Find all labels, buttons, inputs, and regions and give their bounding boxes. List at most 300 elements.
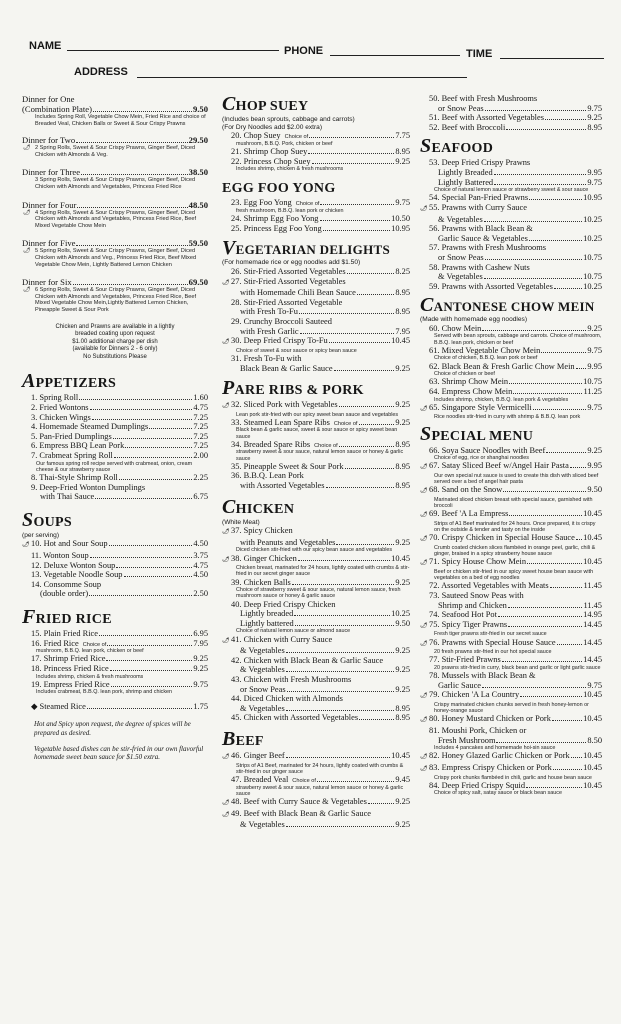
- item-description: mushroom, B.B.Q. Pork, chicken or beef: [236, 140, 333, 147]
- appetizers-section: [22, 370, 208, 502]
- item-price: 9.95: [587, 361, 602, 371]
- item-name: 63. Shrimp Chow Mein: [429, 377, 509, 387]
- menu-item[interactable]: [420, 610, 602, 620]
- menu-item[interactable]: [420, 581, 602, 591]
- dinner-note-line: $1.00 additional charge per dish: [72, 338, 158, 345]
- menu-item[interactable]: [222, 336, 410, 348]
- menu-item[interactable]: [22, 451, 208, 461]
- item-price: 9.25: [395, 156, 410, 166]
- dinner-description: 🌶 6 Spring Rolls, Sweet & Sour Crispy Prawns, Ginger Beef, Diced Chicken with Almonds and Vegetables, Princess Fried Rice, Beef Mixed Vegetable Chow Mein,Lightly Battered Lemon Chicken, Pineapple Sweet & Sour Pork: [23, 287, 197, 313]
- dinner-item[interactable]: [22, 167, 208, 190]
- chop-suey-subtitle: (For Dry Noodles add $2.00 extra): [222, 123, 323, 131]
- item-name: & Vegetables: [240, 820, 285, 830]
- menu-item[interactable]: [420, 681, 602, 691]
- dinner-title: Dinner for One: [22, 94, 75, 104]
- menu-item[interactable]: [222, 713, 410, 723]
- soups-title-rest: OUPS: [33, 514, 72, 530]
- leader-dots: [482, 687, 586, 688]
- dinner-note-line: breaded coating upon request: [75, 331, 155, 338]
- address-field[interactable]: [137, 77, 467, 78]
- chicken-section: [222, 495, 410, 723]
- dinner-item[interactable]: [22, 135, 208, 158]
- menu-item[interactable]: [22, 680, 208, 690]
- item-price: 7.25: [193, 422, 208, 432]
- menu-item[interactable]: [222, 317, 410, 327]
- menu-item[interactable]: [420, 763, 602, 775]
- chicken-title: [222, 495, 410, 518]
- menu-item[interactable]: [222, 656, 410, 666]
- item-name: 77. Stir-Fried Prawns: [429, 655, 501, 665]
- time-field[interactable]: [500, 58, 604, 59]
- leader-dots: [339, 406, 395, 407]
- leader-dots: [368, 803, 394, 804]
- menu-item[interactable]: [222, 694, 410, 704]
- beef-title: [222, 727, 410, 750]
- menu-item[interactable]: [420, 781, 602, 791]
- item-name: 6. Empress BBQ Lean Pork: [31, 441, 125, 451]
- item-price: 10.45: [583, 763, 602, 772]
- item-name: 17. Shrimp Fried Rice: [31, 654, 106, 664]
- item-price: 2.00: [193, 451, 208, 461]
- item-price: 7.95: [193, 638, 208, 648]
- leader-dots: [339, 446, 395, 447]
- menu-item[interactable]: [222, 665, 410, 675]
- menu-item[interactable]: [420, 168, 602, 178]
- leader-dots: [550, 587, 583, 588]
- name-field[interactable]: [67, 50, 279, 51]
- menu-item[interactable]: [222, 418, 410, 428]
- item-price: 9.25: [395, 646, 410, 656]
- item-name: 70. Crispy Chicken in Special House Sauce: [429, 533, 575, 543]
- menu-item[interactable]: [222, 131, 410, 141]
- menu-item[interactable]: [420, 324, 602, 334]
- menu-item[interactable]: [420, 461, 602, 473]
- item-name: 54. Special Pan-Fried Prawns: [429, 193, 529, 203]
- item-name: 68. Sand on the Snow: [429, 485, 503, 495]
- leader-dots: [485, 259, 583, 260]
- menu-item[interactable]: [222, 462, 410, 472]
- menu-item[interactable]: [420, 123, 602, 133]
- menu-item[interactable]: [222, 646, 410, 656]
- item-price: 10.45: [583, 714, 602, 724]
- item-name: or Snow Peas: [438, 252, 484, 262]
- item-name: 49. Beef with Black Bean & Garlic Sauce: [231, 808, 372, 818]
- menu-item[interactable]: [222, 214, 410, 224]
- leader-dots: [299, 313, 394, 314]
- menu-item[interactable]: [222, 600, 410, 610]
- item-price: 8.95: [395, 481, 410, 491]
- item-price: 6.75: [193, 492, 208, 502]
- item-description: Marinated sliced chicken breast with special sauce, garnished with broccoli: [434, 497, 593, 510]
- menu-item[interactable]: [222, 578, 410, 588]
- menu-item[interactable]: [222, 298, 410, 308]
- item-description: Includes crabmeat, B.B.Q. lean pork, shrimp and chicken: [36, 689, 173, 696]
- menu-item[interactable]: [22, 551, 208, 561]
- hot-spicy-icon: 🌶: [420, 464, 428, 471]
- menu-item[interactable]: [222, 526, 410, 538]
- hot-spicy-icon: 🌶: [22, 542, 30, 549]
- item-name: 33. Steamed Lean Spare Ribs: [231, 417, 330, 427]
- leader-dots: [494, 184, 586, 185]
- menu-item[interactable]: [420, 178, 602, 188]
- dinner-price: 29.50: [188, 135, 208, 146]
- menu-item[interactable]: [222, 277, 410, 289]
- menu-item[interactable]: [222, 685, 410, 695]
- menu-item[interactable]: [222, 704, 410, 714]
- menu-item[interactable]: [420, 158, 602, 168]
- menu-item[interactable]: [222, 364, 410, 374]
- menu-item[interactable]: [22, 570, 208, 580]
- fried-rice-title-initial: F: [22, 605, 36, 628]
- item-name: 81. Moushi Pork, Chicken or: [429, 726, 527, 736]
- menu-item[interactable]: [420, 104, 602, 114]
- item-price: 2.50: [193, 589, 208, 599]
- item-name: 1. Spring Roll: [31, 393, 79, 403]
- menu-item[interactable]: [420, 751, 602, 763]
- menu-item[interactable]: [222, 554, 410, 566]
- menu-item[interactable]: [222, 635, 410, 647]
- menu-item[interactable]: [22, 702, 208, 712]
- item-name: 79. Chicken 'A La Country: [429, 690, 520, 700]
- menu-item[interactable]: [420, 113, 602, 123]
- menu-item[interactable]: [22, 589, 208, 599]
- chicken-title-initial: C: [222, 495, 236, 518]
- menu-item[interactable]: [222, 775, 410, 785]
- item-price: 10.45: [391, 336, 410, 346]
- leader-dots: [92, 419, 193, 420]
- item-price: 10.75: [583, 272, 602, 282]
- item-name: 18. Princess Fried Rice: [31, 663, 109, 673]
- leader-dots: [576, 368, 587, 369]
- leader-dots: [345, 468, 395, 469]
- item-description: 20 prawns stir-fried in curry, black bean and garlic or light garlic sauce: [434, 665, 601, 672]
- item-name: 71. Spicy House Chow Mein: [429, 557, 527, 567]
- soups-section: [22, 508, 208, 599]
- menu-item[interactable]: [420, 346, 602, 356]
- menu-item[interactable]: [22, 483, 208, 493]
- menu-item[interactable]: [420, 557, 602, 569]
- vegetarian-title: [222, 237, 410, 260]
- menu-item[interactable]: [22, 580, 208, 590]
- leader-dots: [541, 352, 586, 353]
- chop-suey-section: [222, 93, 410, 173]
- item-price: 9.50: [587, 485, 602, 495]
- item-price: 9.25: [587, 113, 602, 123]
- dinner-item[interactable]: [22, 94, 208, 127]
- menu-item[interactable]: [22, 654, 208, 664]
- menu-item[interactable]: [22, 393, 208, 403]
- item-name: 47. Breaded Veal: [231, 774, 289, 784]
- soups-subtitle: (per serving): [22, 531, 60, 539]
- beef-title-initial: B: [222, 727, 236, 750]
- leader-dots: [527, 563, 582, 564]
- item-price: 10.25: [391, 609, 410, 619]
- menu-item[interactable]: [222, 797, 410, 809]
- menu-item[interactable]: [420, 282, 602, 292]
- menu-item[interactable]: [222, 354, 410, 364]
- item-price: 7.25: [193, 412, 208, 422]
- item-description: Includes 4 pancakes and homemade hoi-sin sauce: [434, 745, 556, 752]
- soups-title: [22, 508, 208, 531]
- menu-item[interactable]: [420, 690, 602, 702]
- menu-item[interactable]: [22, 639, 208, 649]
- item-description: Strips of A1 Beef marinated for 24 hours. Once prepared, it is crispy on the outside & tender and tasty on the inside: [434, 521, 596, 534]
- item-price: 11.45: [583, 581, 602, 591]
- menu-item[interactable]: [22, 441, 208, 451]
- hot-spicy-icon: 🌶: [222, 811, 230, 818]
- hot-spicy-icon: 🌶: [420, 405, 428, 412]
- item-price: 9.75: [587, 177, 602, 187]
- item-name: 36. B.B.Q. Lean Pork: [231, 471, 304, 481]
- leader-dots: [520, 696, 582, 697]
- item-price: 9.25: [395, 363, 410, 373]
- menu-item[interactable]: [420, 671, 602, 681]
- menu-item[interactable]: [420, 403, 602, 415]
- menu-item[interactable]: [222, 481, 410, 491]
- item-price: 14.95: [583, 610, 602, 620]
- item-name: 75. Spicy Tiger Prawns: [429, 619, 508, 629]
- item-price: 8.95: [395, 288, 410, 298]
- item-description: Choice of sweet & sour sauce or spicy bean sauce: [236, 347, 357, 354]
- menu-item[interactable]: [222, 400, 410, 412]
- leader-dots: [99, 635, 192, 636]
- menu-item[interactable]: [222, 288, 410, 298]
- item-description: mushroom, B.B.Q. lean pork, chicken or beef: [36, 648, 144, 655]
- item-name: 35. Pineapple Sweet & Sour Pork: [231, 461, 344, 471]
- item-name: 82. Honey Glazed Garlic Chicken or Pork: [429, 751, 570, 761]
- menu-item[interactable]: [22, 539, 208, 551]
- menu-item[interactable]: [420, 215, 602, 225]
- menu-item[interactable]: [420, 620, 602, 632]
- item-name: 24. Shrimp Egg Foo Yong: [231, 214, 319, 224]
- menu-item[interactable]: [420, 193, 602, 203]
- item-name: 61. Mixed Vegetable Chow Mein: [429, 345, 541, 355]
- leader-dots: [286, 652, 395, 653]
- menu-item[interactable]: [420, 726, 602, 736]
- menu-item[interactable]: [420, 736, 602, 746]
- menu-item[interactable]: [420, 509, 602, 521]
- menu-item[interactable]: [420, 377, 602, 387]
- item-price: 4.75: [193, 403, 208, 413]
- name-label: NAME: [29, 40, 62, 52]
- menu-item[interactable]: [420, 203, 602, 215]
- dinner-title: Dinner for Two: [22, 135, 76, 146]
- dinner-item[interactable]: [22, 200, 208, 230]
- hot-spicy-icon: 🌶: [222, 799, 230, 806]
- menu-item[interactable]: [22, 422, 208, 432]
- item-name: 44. Diced Chicken with Almonds: [231, 694, 343, 704]
- item-price: 9.25: [395, 417, 410, 427]
- hot-spicy-icon: 🌶: [420, 488, 428, 495]
- menu-item[interactable]: [420, 243, 602, 253]
- item-price: 7.95: [395, 326, 410, 336]
- item-price: 9.25: [395, 820, 410, 830]
- menu-item[interactable]: [420, 272, 602, 282]
- item-name: 84. Deep Fried Crispy Squid: [429, 780, 526, 790]
- menu-item[interactable]: [22, 413, 208, 423]
- leader-dots: [106, 660, 192, 661]
- item-description: Choice of spicy salt, satay sauce or black bean sauce: [434, 790, 562, 797]
- leader-dots: [359, 424, 395, 425]
- special-menu-title-initial: S: [420, 422, 432, 445]
- item-choice-note: Choice of: [284, 134, 309, 141]
- item-name: 78. Mussels with Black Bean &: [429, 671, 536, 681]
- cantonese-title-initial: C: [420, 294, 434, 317]
- special-menu-section: [420, 422, 602, 797]
- item-name: Lightly breaded: [240, 609, 294, 619]
- menu-item[interactable]: [22, 403, 208, 413]
- hot-spicy-icon: 🌶: [222, 339, 230, 346]
- menu-item[interactable]: [22, 629, 208, 639]
- item-name: 2. Fried Wontons: [31, 403, 89, 413]
- leader-dots: [529, 199, 582, 200]
- menu-item[interactable]: [222, 809, 410, 821]
- item-name: 41. Chicken with Curry Sauce: [231, 634, 333, 644]
- menu-item[interactable]: [222, 619, 410, 629]
- menu-item[interactable]: [222, 327, 410, 337]
- menu-item[interactable]: [222, 440, 410, 450]
- dinner-note-line: Chicken and Prawns are available in a lightly: [55, 323, 175, 330]
- item-name: Black Bean & Garlic Sauce: [240, 363, 333, 373]
- vegetarian-title-rest: EGETARIAN DELIGHTS: [235, 242, 390, 258]
- item-price: 10.50: [391, 214, 410, 224]
- hot-spicy-icon: 🌶: [222, 279, 230, 286]
- menu-item[interactable]: [222, 675, 410, 685]
- menu-item[interactable]: [420, 387, 602, 397]
- item-description: Crispy pork chunks flambéed in chili, garlic and house bean sauce: [434, 774, 592, 781]
- menu-item[interactable]: [420, 533, 602, 545]
- leader-dots: [485, 110, 587, 111]
- item-name: 20. Chop Suey: [231, 131, 281, 141]
- item-description: Our own special nut sauce is used to create this dish with sliced beef served over a bed of angel hair pasta: [434, 473, 599, 486]
- menu-item[interactable]: [222, 609, 410, 619]
- fried-rice-section: [22, 605, 208, 711]
- item-description: Choice of egg, rice or shanghai noodles: [434, 455, 529, 462]
- egg-foo-yong-title: EGG FOO YONG: [222, 181, 336, 197]
- dinner-item[interactable]: [22, 277, 208, 313]
- item-name: 73. Sauteed Snow Peas with: [429, 591, 524, 601]
- leader-dots: [347, 273, 395, 274]
- item-name: 5. Pan-Fried Dumplings: [31, 431, 112, 441]
- item-name: 42. Chicken with Black Bean & Garlic Sauce: [231, 655, 384, 665]
- menu-item[interactable]: [222, 157, 410, 167]
- menu-item[interactable]: [22, 492, 208, 502]
- item-choice-note: Choice of: [295, 201, 320, 208]
- appetizers-title-rest: PPETIZERS: [35, 376, 117, 392]
- item-price: 11.45: [583, 600, 602, 610]
- item-name: 10. Hot and Sour Soup: [31, 539, 108, 549]
- item-price: 9.75: [395, 198, 410, 208]
- menu-item[interactable]: [420, 655, 602, 665]
- phone-field[interactable]: [330, 55, 460, 56]
- menu-item[interactable]: [222, 471, 410, 481]
- item-name: & Vegetables: [438, 272, 483, 282]
- menu-item[interactable]: [222, 267, 410, 277]
- item-description: Includes shrimp, chicken, B.B.Q. lean pork & vegetables: [434, 396, 569, 403]
- item-price: 9.45: [395, 774, 410, 784]
- leader-dots: [571, 757, 582, 758]
- item-description: fresh mushroom, B.B.Q. lean pork or chicken: [236, 207, 344, 214]
- menu-item[interactable]: [222, 751, 410, 763]
- menu-item[interactable]: [222, 198, 410, 208]
- leader-dots: [359, 719, 394, 720]
- appetizers-title: [22, 370, 208, 393]
- dinner-price: 9.50: [192, 104, 208, 114]
- item-description: Choice of chicken, B.B.Q. lean pork or beef: [434, 355, 538, 362]
- menu-item[interactable]: [22, 561, 208, 571]
- menu-item[interactable]: [420, 714, 602, 726]
- leader-dots: [87, 708, 193, 709]
- leader-dots: [506, 129, 586, 130]
- leader-dots: [546, 452, 586, 453]
- leader-dots: [286, 671, 395, 672]
- menu-item[interactable]: [420, 362, 602, 372]
- cantonese-title: [420, 294, 602, 317]
- menu-item[interactable]: [420, 591, 602, 601]
- item-price: 9.25: [193, 654, 208, 664]
- menu-item[interactable]: [420, 224, 602, 234]
- leader-dots: [526, 787, 582, 788]
- beef-title-rest: EEF: [235, 733, 264, 749]
- hot-spicy-icon: 🌶: [222, 753, 230, 760]
- menu-item[interactable]: [22, 664, 208, 674]
- leader-dots: [312, 163, 395, 164]
- menu-item[interactable]: [420, 638, 602, 650]
- item-name: 51. Beef with Assorted Vegetables: [429, 113, 544, 123]
- menu-item[interactable]: [420, 485, 602, 497]
- hot-spicy-icon: 🌶: [420, 717, 428, 724]
- item-name: with Homemade Chili Bean Sauce: [240, 288, 356, 298]
- leader-dots: [323, 230, 390, 231]
- menu-item[interactable]: [222, 224, 410, 234]
- dinner-description: 3 Spring Rolls, Sweet & Sour Crispy Prawns, Ginger Beef, Diced Chicken with Almonds and Vegetables, Princess Fried Rice: [35, 177, 196, 190]
- leader-dots: [286, 826, 395, 827]
- item-name: 37. Spicy Chicken: [231, 526, 293, 536]
- item-name: Lightly battered: [240, 618, 294, 628]
- dinner-item[interactable]: [22, 238, 208, 268]
- menu-item[interactable]: [222, 820, 410, 830]
- leader-dots: [503, 491, 586, 492]
- menu-item[interactable]: [222, 307, 410, 317]
- menu-item[interactable]: [420, 234, 602, 244]
- hot-spicy-icon: 🌶: [420, 512, 428, 519]
- item-name: with Fresh Garlic: [240, 326, 299, 336]
- item-name: Shrimp and Chicken: [438, 600, 507, 610]
- menu-item[interactable]: [420, 253, 602, 263]
- item-price: 10.25: [583, 214, 602, 224]
- menu-item[interactable]: [420, 446, 602, 456]
- item-name: 30. Deep Fried Crispy To-Fu: [231, 336, 328, 346]
- vegetarian-subtitle: (For homemade rice or egg noodles add $1.50): [222, 259, 361, 267]
- item-name: Garlic Sauce: [438, 680, 482, 690]
- leader-dots: [298, 560, 390, 561]
- menu-item[interactable]: [222, 147, 410, 157]
- menu-item[interactable]: [222, 538, 410, 548]
- leader-dots: [317, 781, 394, 782]
- menu-item[interactable]: [420, 601, 602, 611]
- leader-dots: [107, 645, 192, 646]
- item-price: 4.50: [193, 539, 208, 549]
- menu-item[interactable]: [22, 473, 208, 483]
- chicken-title-rest: HICKEN: [235, 501, 295, 517]
- menu-item[interactable]: [22, 432, 208, 442]
- menu-item[interactable]: [420, 263, 602, 273]
- menu-item[interactable]: [420, 94, 602, 104]
- item-name: 15. Plain Fried Rice: [31, 628, 98, 638]
- item-name: 56. Prawns with Black Bean &: [429, 224, 533, 234]
- dinner-price: 38.50: [188, 167, 208, 178]
- leader-dots: [109, 545, 193, 546]
